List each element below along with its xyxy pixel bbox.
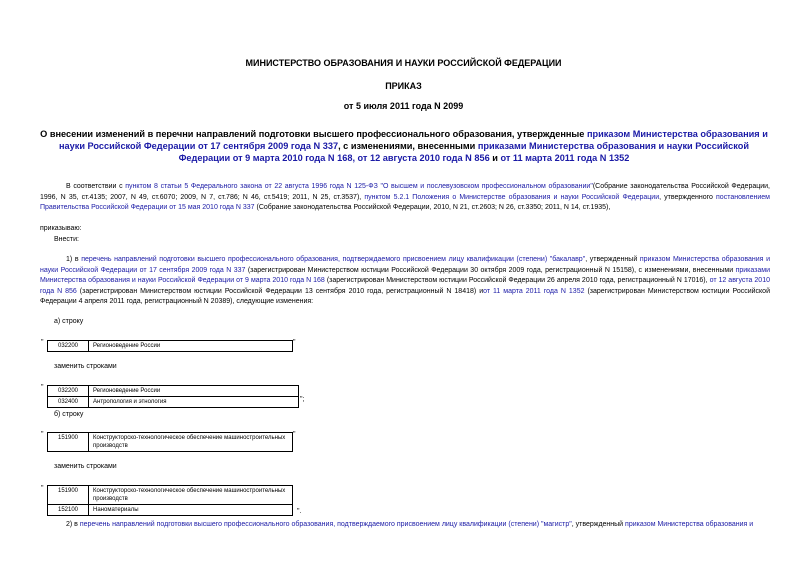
preamble-text-3: , утвержденного <box>659 193 717 201</box>
link-federal-law-125[interactable]: пунктом 8 статьи 5 Федерального закона от 22 августа 1996 года N 125-ФЗ "О высшем и послевузовском профессиональном образовании" <box>125 183 593 190</box>
item-1-text-3: (зарегистрирован Министерством юстиции Российской Федерации 30 октября 2009 года, регистрационный N 15158), с изменениями, внесенными <box>245 266 736 274</box>
sub-item-a: а) строку <box>54 318 84 325</box>
name-cell: Конструкторско-технологическое обеспечение машиностроительных производств <box>89 486 293 505</box>
name-cell: Конструкторско-технологическое обеспечение машиностроительных производств <box>89 433 293 452</box>
title-link-orders-168-856[interactable]: приказами Министерства образования и науки Российской Федерации от 9 марта 2010 года N 168, от 12 августа 2010 года N 856 <box>178 141 750 163</box>
quote-open-a-new: " <box>41 384 44 391</box>
table-row <box>48 397 299 408</box>
document-title <box>36 128 772 164</box>
ministry-heading: МИНИСТЕРСТВО ОБРАЗОВАНИЯ И НАУКИ РОССИЙСКОЙ ФЕДЕРАЦИИ <box>245 58 562 68</box>
quote-close-a: " <box>293 339 296 346</box>
preamble-text-4: (Собрание законодательства Российской Федерации, 2010, N 21, ст.2603; N 26, ст.3350; 2011, N 14, ст.1935), <box>254 204 611 211</box>
name-cell: Регионоведение России <box>89 386 299 397</box>
preamble-text-1: В соответствии с <box>66 183 126 190</box>
table-row <box>48 505 293 516</box>
name-cell: Наноматериалы <box>89 505 293 516</box>
order-word: приказываю: <box>40 225 82 232</box>
quote-close-dot-b: ". <box>297 508 302 515</box>
item-2-paragraph <box>40 520 770 531</box>
title-text-1: О внесении изменений в перечни направлений подготовки высшего профессионального образования, утвержденные <box>40 129 587 139</box>
quote-open-b-new: " <box>41 485 44 492</box>
link-master-list[interactable]: перечень направлений подготовки высшего профессионального образования, подтверждаемого присвоением лицу квалификации (степени) "магистр" <box>79 521 572 528</box>
title-text-2: , с изменениями, внесенными <box>338 141 478 151</box>
code-cell: 152100 <box>48 505 89 516</box>
link-regulation-5-2-1[interactable]: пунктом 5.2.1 Положения о Министерстве образования и науки Российской Федерации <box>364 193 660 201</box>
code-cell: 151900 <box>48 486 89 505</box>
item-1-text-1: 1) в <box>66 256 82 263</box>
quote-open-a: " <box>41 339 44 346</box>
replace-with-a: заменить строками <box>54 363 117 370</box>
replace-with-b: заменить строками <box>54 463 117 470</box>
link-order-168[interactable]: приказами Министерства образования и науки Российской Федерации от 9 марта 2010 года N 168 <box>40 266 771 284</box>
title-link-order-1352[interactable]: от 11 марта 2011 года N 1352 <box>500 153 630 163</box>
table-b-old <box>47 432 293 452</box>
code-cell: 032200 <box>48 386 89 397</box>
title-text-3: и <box>489 153 501 163</box>
title-link-order-337[interactable]: приказом Министерства образования и науки Российской Федерации от 17 сентября 2009 года N 337 <box>58 129 768 151</box>
item-1-text-4: (зарегистрирован Министерством юстиции Российской Федерации 26 апреля 2010 года, регистрационный N 17016), <box>324 277 710 284</box>
order-heading: ПРИКАЗ <box>385 81 422 91</box>
enact-word: Внести: <box>54 236 79 243</box>
name-cell: Антропология и этнология <box>89 397 299 408</box>
item-1-text-2: , утвержденный <box>585 256 640 263</box>
code-cell: 032200 <box>48 341 89 352</box>
preamble-paragraph <box>40 182 770 214</box>
table-b-new <box>47 485 293 516</box>
preamble-text-2: (Собрание законодательства Российской Федерации, 1996, N 35, ст.4135; 2007, N 49, ст.6070; 2009, N 7, ст.786; N 46, ст.5419; 2011, N 25, ст.3537), <box>40 183 771 201</box>
link-order-337-master[interactable]: приказом Министерства образования и <box>625 521 754 528</box>
link-order-337[interactable]: приказом Министерства образования и науки Российской Федерации от 17 сентября 2009 года N 337 <box>40 256 770 274</box>
item-2-text-1: 2) в <box>66 521 80 528</box>
link-bachelor-list[interactable]: перечень направлений подготовки высшего профессионального образования, подтверждаемого присвоением лицу квалификации (степени) "бакалавр" <box>81 256 586 263</box>
quote-close-semi-a: "; <box>300 396 305 403</box>
table-row <box>48 341 293 352</box>
table-row <box>48 486 293 505</box>
link-government-decree-337[interactable]: постановлением Правительства Российской Федерации от 15 мая 2010 года N 337 <box>40 193 770 211</box>
table-row <box>48 386 299 397</box>
link-order-1352[interactable]: от 11 марта 2011 года N 1352 <box>483 287 585 295</box>
name-cell: Регионоведение России <box>89 341 293 352</box>
item-1-text-6: (зарегистрирован Министерством юстиции Российской Федерации 4 апреля 2011 года, регистрационный N 20389), следующие изменения: <box>40 287 770 305</box>
item-1-paragraph <box>40 255 770 308</box>
sub-item-b: б) строку <box>54 411 84 418</box>
quote-close-b: " <box>293 431 296 438</box>
order-date: от 5 июля 2011 года N 2099 <box>343 101 464 111</box>
table-row <box>48 433 293 452</box>
link-order-856[interactable]: от 12 августа 2010 года N 856 <box>40 277 770 295</box>
code-cell: 151900 <box>48 433 89 452</box>
item-2-text-2: , утвержденный <box>571 521 626 528</box>
table-a-new <box>47 385 299 408</box>
item-1-text-5: (зарегистрирован Министерством юстиции Российской Федерации 13 сентября 2010 года, регистрационный N 18418) и <box>76 287 484 295</box>
code-cell: 032400 <box>48 397 89 408</box>
table-a-old <box>47 340 293 352</box>
quote-open-b: " <box>41 431 44 438</box>
